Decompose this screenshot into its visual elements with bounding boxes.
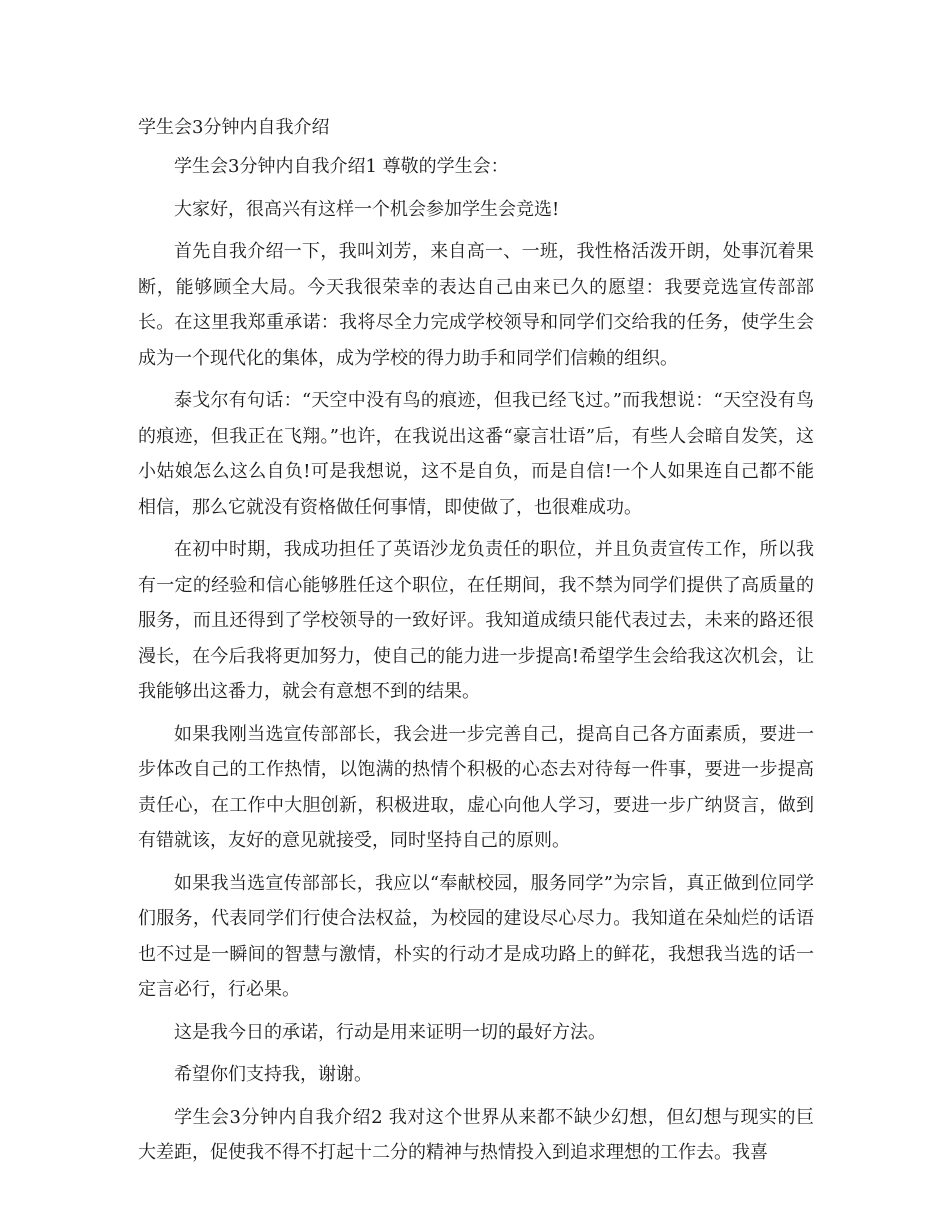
paragraph: 如果我当选宣传部部长，我应以“奉献校园，服务同学”为宗旨，真正做到位同学们服务，代表同学们行使合法权益，为校园的建设尽心尽力。我知道在朵灿烂的话语也不过是一瞬间的智慧与激情，朴实的行动才是成功路上的鲜花，我想我当选的话一定言必行，行必果。: [138, 872, 814, 1000]
paragraph: 大家好，很高兴有这样一个机会参加学生会竞选!: [174, 198, 560, 220]
paragraph: 在初中时期，我成功担任了英语沙龙负责任的职位，并且负责宣传工作，所以我有一定的经验和信心能够胜任这个职位，在任期间，我不禁为同学们提供了高质量的服务，而且还得到了学校领导的一致好评。我知道成绩只能代表过去，未来的路还很漫长，在今后我将更加努力，使自己的能力进一步提高!希望学生会给我这次机会，让我能够出这番力，就会有意想不到的结果。: [138, 539, 814, 702]
paragraph: 学生会3分钟内自我介绍2 我对这个世界从来都不缺少幻想，但幻想与现实的巨大差距，促使我不得不打起十二分的精神与热情投入到追求理想的工作去。我喜: [138, 1106, 814, 1163]
paragraph: 这是我今日的承诺，行动是用来证明一切的最好方法。: [174, 1021, 606, 1043]
document-body: [138, 149, 814, 1178]
paragraph: 如果我刚当选宣传部部长，我会进一步完善自己，提高自己各方面素质，要进一步体改自己的工作热情，以饱满的热情个积极的心态去对待每一件事，要进一步提高责任心，在工作中大胆创新，积极进取，虚心向他人学习，要进一步广纳贤言，做到有错就该，友好的意见就接受，同时坚持自己的原则。: [138, 723, 814, 851]
paragraph: 学生会3分钟内自我介绍1 尊敬的学生会：: [174, 156, 509, 177]
document-title: 学生会3分钟内自我介绍: [138, 117, 330, 138]
paragraph: 希望你们支持我，谢谢。: [174, 1064, 372, 1085]
paragraph: 首先自我介绍一下，我叫刘芳，来自高一、一班，我性格活泼开朗，处事沉着果断，能够顾全大局。今天我很荣幸的表达自己由来已久的愿望：我要竞选宣传部部长。在这里我郑重承诺：我将尽全力完成学校领导和同学们交给我的任务，使学生会成为一个现代化的集体，成为学校的得力助手和同学们信赖的组织。: [138, 241, 814, 369]
paragraph: 泰戈尔有句话：“天空中没有鸟的痕迹，但我已经飞过。”而我想说：“天空没有鸟的痕迹，但我正在飞翔。”也许，在我说出这番“豪言壮语”后，有些人会暗自发笑，这小姑娘怎么这么自负!可是我想说，这不是自负，而是自信!一个人如果连自己都不能相信，那么它就没有资格做任何事情，即使做了，也很难成功。: [138, 390, 814, 518]
